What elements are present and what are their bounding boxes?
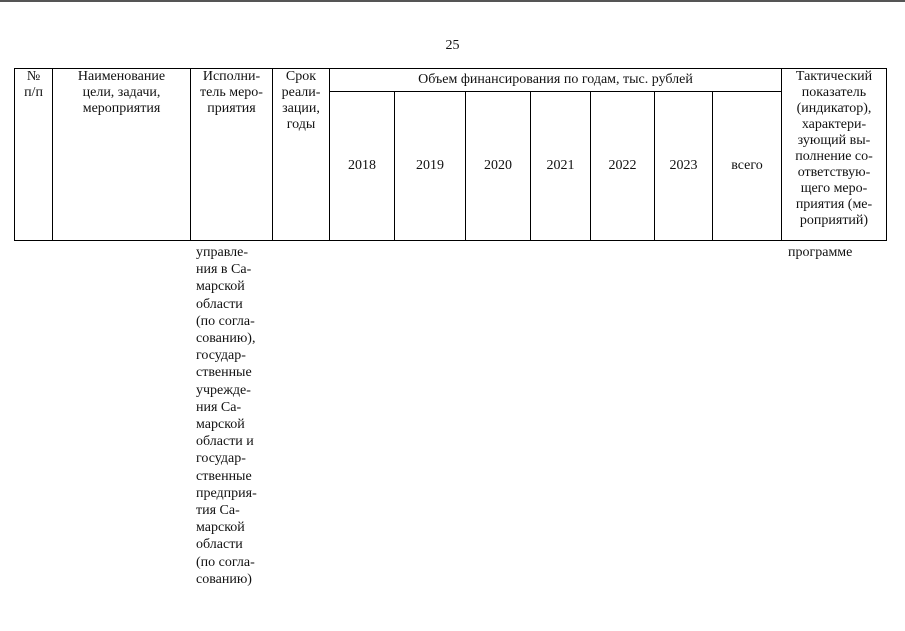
- header-year-2023: 2023: [655, 92, 713, 241]
- header-indicator: Тактический показатель (индикатор), характери- зующий вы- полнение со- ответствую- щего меро- приятия (ме- роприятий): [782, 69, 887, 241]
- header-year-2020: 2020: [466, 92, 531, 241]
- header-year-2022: 2022: [591, 92, 655, 241]
- page-top-border: [0, 0, 905, 2]
- continuation-executor-text: управле- ния в Са- марской области (по согла- сованию), государ- ственные учрежде- ния Са- марской области и государ- ственные предприя- тия Са- марской области (по согла- сованию): [196, 245, 257, 587]
- continuation-indicator-text: программе: [788, 245, 853, 260]
- header-name: Наименование цели, задачи, мероприятия: [53, 69, 191, 241]
- header-year-2021: 2021: [531, 92, 591, 241]
- header-financing: Объем финансирования по годам, тыс. рублей: [330, 69, 782, 92]
- page-number: 25: [445, 38, 460, 53]
- financing-table: [14, 68, 887, 241]
- header-executor: Исполни- тель меро- приятия: [191, 69, 273, 241]
- header-year-2018: 2018: [330, 92, 395, 241]
- header-term: Срок реали- зации, годы: [273, 69, 330, 241]
- header-total: всего: [713, 92, 782, 241]
- header-number: № п/п: [15, 69, 53, 241]
- header-year-2019: 2019: [395, 92, 466, 241]
